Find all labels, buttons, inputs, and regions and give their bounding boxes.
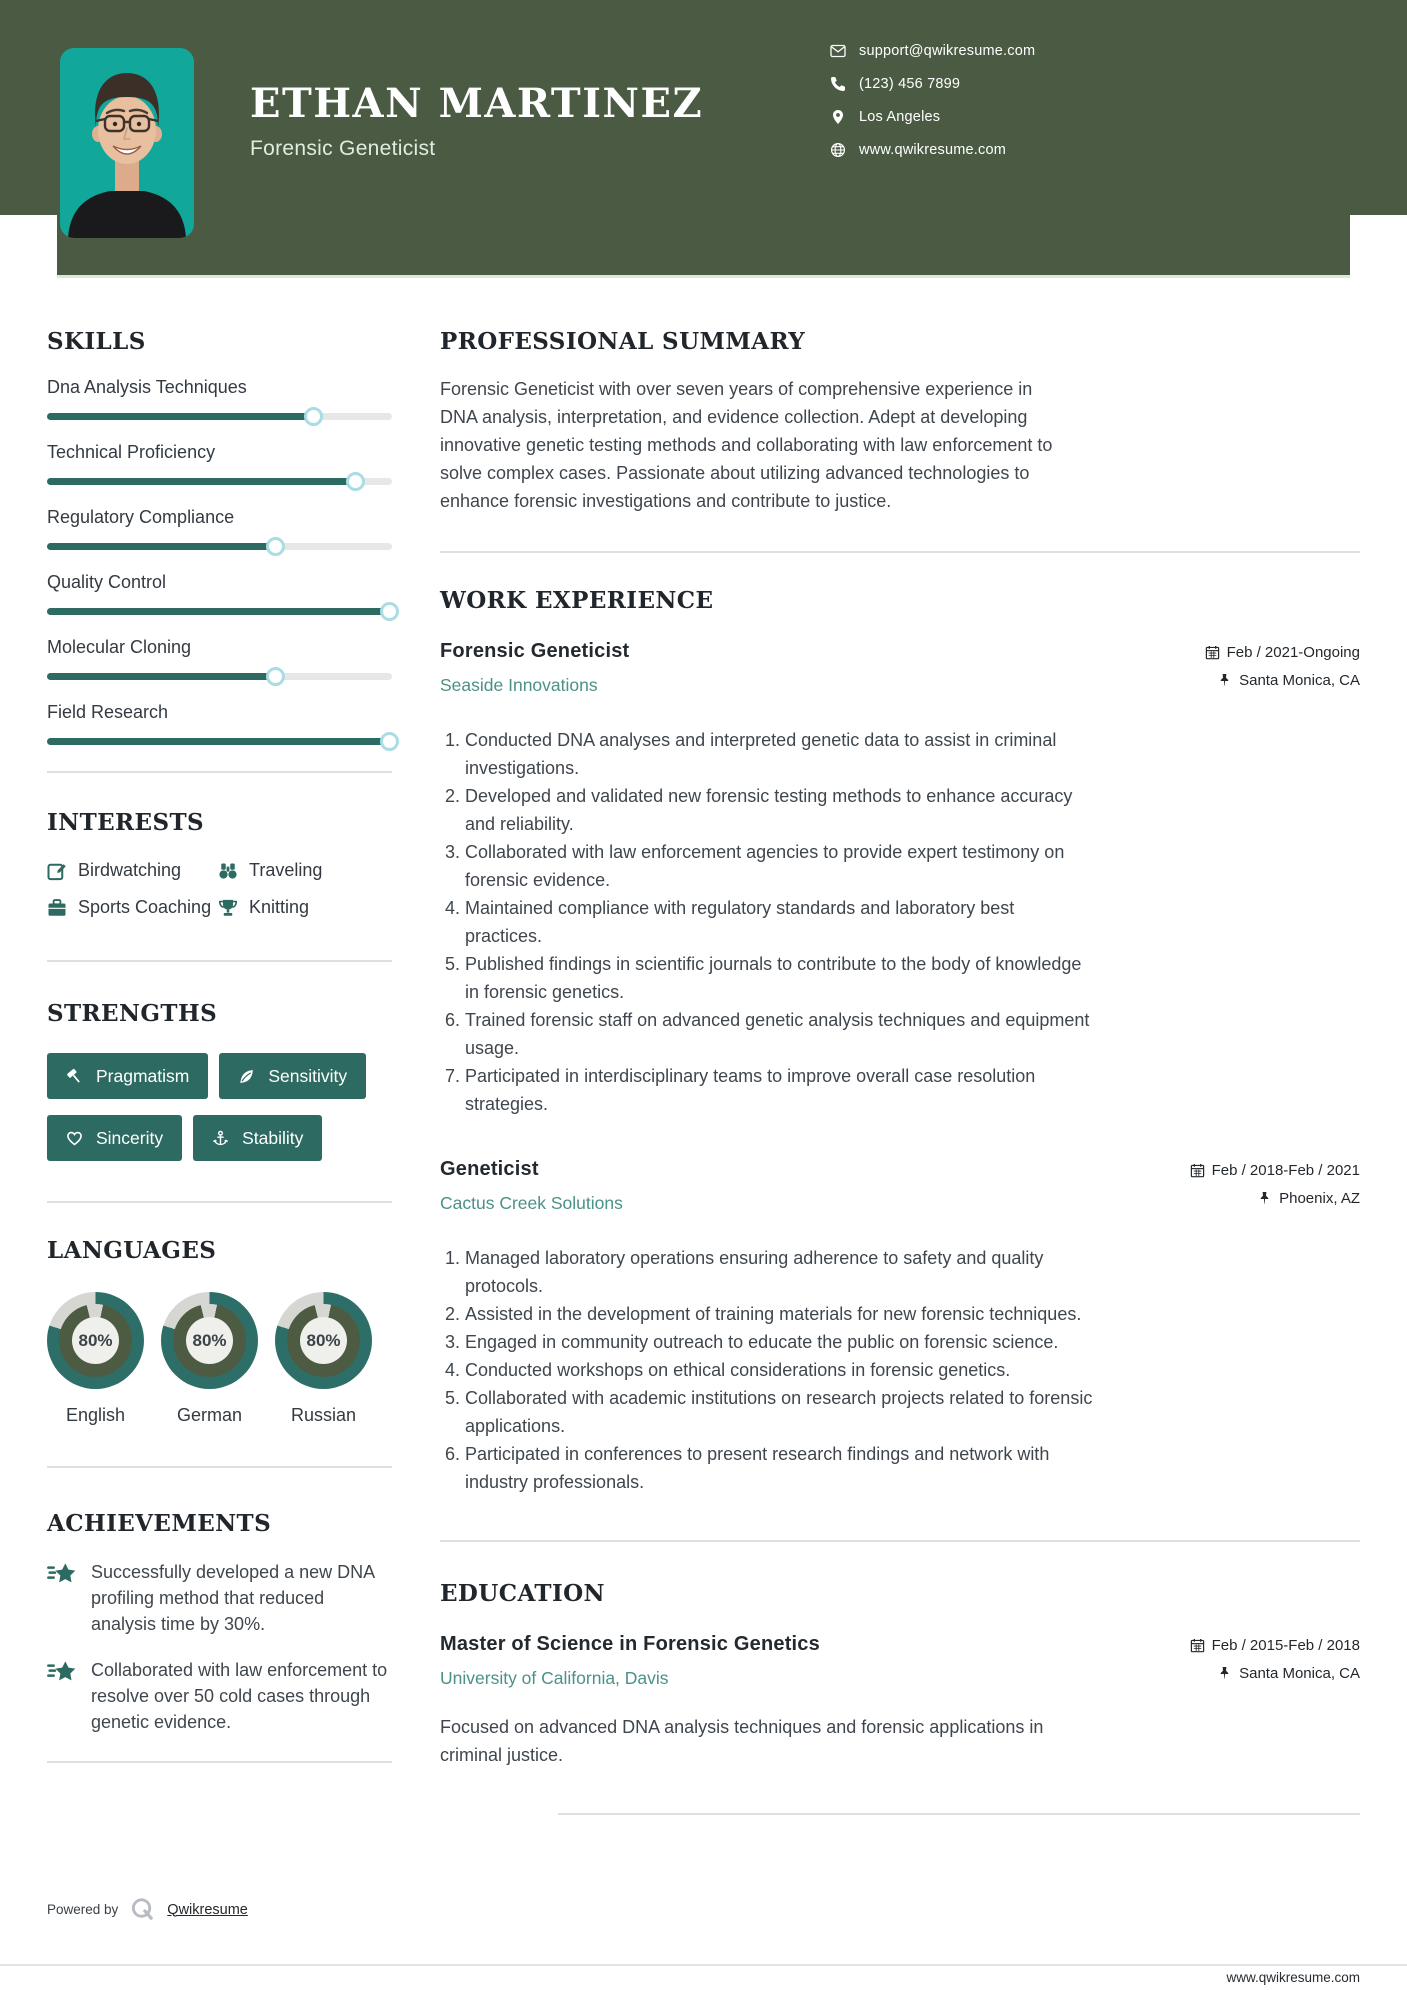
job-bullet: 1. Managed laboratory operations ensuring adherence to safety and quality protocols. <box>465 1244 1095 1300</box>
strength-chip <box>47 1115 182 1161</box>
contact-website-text: www.qwikresume.com <box>859 142 1007 158</box>
education-description: Focused on advanced DNA analysis techniques and forensic applications in criminal justice. <box>440 1717 1044 1765</box>
job-dates: Feb / 2018-Feb / 2021 <box>1211 1162 1360 1179</box>
powered-by <box>47 1896 248 1923</box>
strength-label: Sensitivity <box>268 1065 348 1086</box>
job-bullet: 3. Engaged in community outreach to educate the public on forensic science. <box>465 1328 1095 1356</box>
summary-text: Forensic Geneticist with over seven years of comprehensive experience in DNA analysis, interpretation, and evidence collection. Adept at developing innovative genetic testing methods and collaborating with law enforcement to solve complex cases. Passionate about utilizing advanced technologies to enhance forensic investigations and contribute to justice. <box>440 379 1053 511</box>
pen-square-icon <box>47 861 67 881</box>
interest-item <box>47 860 218 881</box>
skill-progress-bar <box>47 673 392 680</box>
interest-label: Traveling <box>249 860 323 880</box>
job-bullet-list <box>440 726 1095 1118</box>
languages-heading: LANGUAGES <box>47 1237 217 1264</box>
strength-chip <box>193 1115 322 1161</box>
header-extension-band <box>57 215 1350 278</box>
strength-chip <box>47 1053 208 1099</box>
pushpin-icon <box>1217 673 1232 688</box>
calendar-icon <box>1205 645 1220 660</box>
calendar-icon <box>1190 1638 1205 1653</box>
skill-label: Quality Control <box>47 572 167 592</box>
pushpin-icon <box>1257 1191 1272 1206</box>
calendar-icon <box>1190 1163 1205 1178</box>
contact-phone-text: (123) 456 7899 <box>859 76 961 92</box>
skills-list <box>47 377 392 745</box>
header-band <box>0 0 1407 215</box>
job-entry <box>440 1158 1360 1496</box>
skill-item <box>47 507 392 550</box>
portrait-illustration <box>60 48 194 238</box>
skill-progress-fill <box>47 673 278 680</box>
skill-progress-knob <box>304 407 323 426</box>
skill-label: Technical Proficiency <box>47 442 216 462</box>
divider <box>440 551 1360 553</box>
divider <box>47 1761 392 1763</box>
achievement-item <box>47 1657 392 1735</box>
job-title: Forensic Geneticist <box>440 640 630 662</box>
achievement-item <box>47 1559 392 1637</box>
language-donut-chart <box>275 1292 372 1389</box>
skill-label: Regulatory Compliance <box>47 507 235 527</box>
profile-photo <box>60 48 194 238</box>
job-bullet: 5. Published findings in scientific journals to contribute to the body of knowledge in forensic genetics. <box>465 950 1095 1006</box>
pushpin-icon <box>1217 1666 1232 1681</box>
skill-progress-fill <box>47 413 316 420</box>
bottom-rule <box>0 1964 1407 1966</box>
powered-by-text: Powered by <box>47 1902 119 1917</box>
language-donut-chart <box>161 1292 258 1389</box>
interests-list <box>47 860 392 918</box>
education-dates: Feb / 2015-Feb / 2018 <box>1211 1637 1360 1654</box>
person-job-title: Forensic Geneticist <box>250 137 436 160</box>
shooting-star-icon <box>47 1560 77 1590</box>
degree-title: Master of Science in Forensic Genetics <box>440 1633 820 1655</box>
qwikresume-link[interactable]: Qwikresume <box>167 1901 248 1918</box>
contact-email[interactable] <box>830 42 1035 60</box>
interest-label: Sports Coaching <box>78 897 212 917</box>
summary-heading: PROFESSIONAL SUMMARY <box>440 328 806 355</box>
heart-icon <box>66 1130 83 1147</box>
job-bullet: 6. Participated in conferences to present research findings and network with industry professionals. <box>465 1440 1095 1496</box>
education-heading: EDUCATION <box>440 1580 605 1607</box>
divider <box>440 1540 1360 1542</box>
job-meta <box>1205 640 1360 700</box>
language-item <box>161 1292 258 1426</box>
achievements-heading: ACHIEVEMENTS <box>47 1510 272 1537</box>
skill-label: Molecular Cloning <box>47 637 192 657</box>
contact-website[interactable] <box>830 141 1035 159</box>
globe-icon <box>830 142 846 158</box>
job-company[interactable]: Cactus Creek Solutions <box>440 1193 623 1213</box>
skills-heading: SKILLS <box>47 328 146 355</box>
job-meta <box>1190 1158 1360 1218</box>
skill-item <box>47 572 392 615</box>
strength-label: Sincerity <box>96 1127 164 1148</box>
skill-progress-bar <box>47 738 392 745</box>
divider <box>558 1813 1360 1815</box>
education-location: Santa Monica, CA <box>1239 1665 1360 1682</box>
qwikresume-logo <box>129 1896 156 1923</box>
job-dates: Feb / 2021-Ongoing <box>1226 644 1360 661</box>
education-entry <box>440 1633 1360 1769</box>
school-name[interactable]: University of California, Davis <box>440 1668 669 1688</box>
skill-progress-bar <box>47 478 392 485</box>
mail-icon <box>830 43 846 59</box>
contact-email-text: support@qwikresume.com <box>859 43 1036 59</box>
skill-progress-bar <box>47 608 392 615</box>
briefcase-icon <box>47 898 67 918</box>
job-company[interactable]: Seaside Innovations <box>440 675 598 695</box>
strength-chip <box>219 1053 366 1099</box>
skill-progress-knob <box>266 667 285 686</box>
job-title: Geneticist <box>440 1158 539 1180</box>
language-label: English <box>65 1405 126 1425</box>
interest-item <box>218 860 392 881</box>
job-bullet: 4. Conducted workshops on ethical considerations in forensic genetics. <box>465 1356 1095 1384</box>
skill-progress-fill <box>47 543 278 550</box>
skill-progress-fill <box>47 738 392 745</box>
job-entry <box>440 640 1360 1118</box>
skill-progress-knob <box>266 537 285 556</box>
phone-icon <box>830 76 846 92</box>
divider <box>47 960 392 962</box>
interests-heading: INTERESTS <box>47 809 205 836</box>
strength-label: Pragmatism <box>96 1065 190 1086</box>
divider <box>47 1201 392 1203</box>
language-item <box>47 1292 144 1426</box>
achievement-text: Collaborated with law enforcement to resolve over 50 cold cases through genetic evidence. <box>91 1660 388 1732</box>
language-percent: 80% <box>300 1317 347 1364</box>
divider <box>47 1466 392 1468</box>
interest-label: Knitting <box>249 897 310 917</box>
right-column <box>440 328 1360 1815</box>
skill-progress-bar <box>47 543 392 550</box>
interest-item <box>218 897 392 918</box>
skill-item <box>47 702 392 745</box>
language-item <box>275 1292 372 1426</box>
job-location: Santa Monica, CA <box>1239 672 1360 689</box>
education-meta <box>1190 1633 1360 1693</box>
skill-progress-knob <box>346 472 365 491</box>
strength-label: Stability <box>242 1127 304 1148</box>
gavel-icon <box>66 1068 83 1085</box>
person-name: ETHAN MARTINEZ <box>250 80 704 127</box>
job-bullet: 6. Trained forensic staff on advanced genetic analysis techniques and equipment usage. <box>465 1006 1095 1062</box>
strengths-heading: STRENGTHS <box>47 1000 218 1027</box>
leaf-icon <box>238 1068 255 1085</box>
interest-label: Birdwatching <box>78 860 182 880</box>
job-bullet: 3. Collaborated with law enforcement agencies to provide expert testimony on forensic evidence. <box>465 838 1095 894</box>
skill-label: Dna Analysis Techniques <box>47 377 247 397</box>
job-bullet: 4. Maintained compliance with regulatory standards and laboratory best practices. <box>465 894 1095 950</box>
job-bullet: 2. Developed and validated new forensic testing methods to enhance accuracy and reliability. <box>465 782 1095 838</box>
contact-location <box>830 108 1035 126</box>
binoculars-icon <box>218 861 238 881</box>
contact-location-text: Los Angeles <box>859 109 941 125</box>
language-percent: 80% <box>72 1317 119 1364</box>
interest-item <box>47 897 218 918</box>
left-column <box>47 328 392 1815</box>
languages-list <box>47 1292 392 1426</box>
language-label: German <box>176 1405 243 1425</box>
skill-progress-fill <box>47 478 358 485</box>
language-label: Russian <box>290 1405 357 1425</box>
job-bullet: 5. Collaborated with academic institutions on research projects related to forensic applications. <box>465 1384 1095 1440</box>
skill-item <box>47 442 392 485</box>
skill-item <box>47 377 392 420</box>
skill-progress-knob <box>380 602 399 621</box>
job-bullet: 1. Conducted DNA analyses and interpreted genetic data to assist in criminal investigations. <box>465 726 1095 782</box>
job-bullet: 7. Participated in interdisciplinary teams to improve overall case resolution strategies. <box>465 1062 1095 1118</box>
skill-progress-fill <box>47 608 392 615</box>
achievements-list <box>47 1559 392 1735</box>
experience-heading: WORK EXPERIENCE <box>440 587 714 614</box>
location-pin-icon <box>830 109 846 125</box>
skill-progress-knob <box>380 732 399 751</box>
job-bullet: 2. Assisted in the development of training materials for new forensic techniques. <box>465 1300 1095 1328</box>
language-donut-chart <box>47 1292 144 1389</box>
shooting-star-icon <box>47 1658 77 1688</box>
skill-item <box>47 637 392 680</box>
strengths-list <box>47 1053 392 1161</box>
language-percent: 80% <box>186 1317 233 1364</box>
contact-phone[interactable] <box>830 75 1035 93</box>
divider <box>47 771 392 773</box>
anchor-icon <box>212 1130 229 1147</box>
job-location: Phoenix, AZ <box>1279 1190 1360 1207</box>
footer-site-url[interactable]: www.qwikresume.com <box>1226 1970 1360 1985</box>
contact-block <box>830 42 1035 174</box>
job-bullet-list <box>440 1244 1095 1496</box>
trophy-icon <box>218 898 238 918</box>
skill-label: Field Research <box>47 702 169 722</box>
skill-progress-bar <box>47 413 392 420</box>
achievement-text: Successfully developed a new DNA profiling method that reduced analysis time by 30%. <box>91 1562 375 1634</box>
